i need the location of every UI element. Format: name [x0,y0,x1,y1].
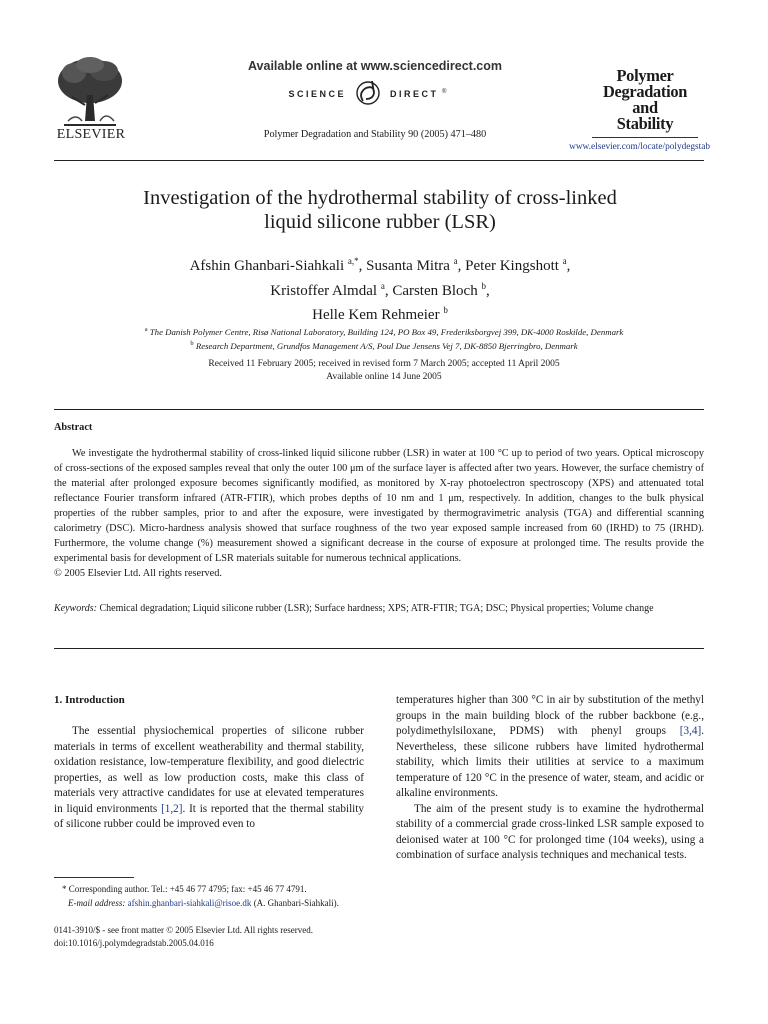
footnote [54,882,364,910]
affiliation-item: $^b$ Research Department, Grundfos Management A/S, Poul Due Jensens Vej 7, DK-8850 Bjerringbro, Denmark [190,339,578,351]
author-name: Kristoffer Almdal [270,282,378,299]
journal-name-line: Degradation [602,82,688,101]
article-history [54,358,714,384]
author-affil-mark[interactable]: b [481,280,486,291]
journal-name-line: Stability [616,114,674,133]
abstract-heading: Abstract [54,422,93,433]
sd-registered-mark: ® [442,89,447,95]
email-link[interactable]: afshin.ghanbari-siahkali@risoe.dk [127,898,252,908]
corresponding-author-note: * Corresponding author. Tel.: +45 46 77 4795; fax: +45 46 77 4791. [62,884,307,894]
author-affil-mark[interactable]: a [562,256,567,266]
available-online-date: Available online 14 June 2005 [326,372,442,382]
author-name: Carsten Bloch [392,282,478,299]
keywords-list: Chemical degradation; Liquid silicone rubber (LSR); Surface hardness; XPS; ATR-FTIR; TGA; DSC; Physical properties; Volume change [99,603,654,614]
affiliation-item: $^a$ The Danish Polymer Centre, Risø National Laboratory, Building 124, PO Box 49, Frederiksborgvej 399, DK-4000 Roskilde, Denmark [144,326,624,337]
header-divider [54,160,704,161]
available-online-text: Available online at www.sciencedirect.com [247,59,503,73]
affiliations [54,324,714,352]
footnote-divider [54,877,134,878]
abstract-text: We investigate the hydrothermal stability of cross-linked liquid silicone rubber (LSR) in water at 100 °C up to period of two years. Optical microscopy of cross-sections of the exposed samples reveal that only the outer 100 μm of the surface layer is affected after two years. However, the surface chemistry of the material after prolonged exposure becomes significantly modified, as monitored by X-ray photoelectron spectroscopy (XPS) and attenuated total reflectance Fourier transform infrared (ATR-FTIR), which probes depths of 10 nm and 1 μm, respectively. In addition, changes to the bulk physical properties of the rubber samples, prior to and after the exposure, were investigated by thermogravimetric analysis (TGA) and differential scanning calorimetry (DSC). Micro-hardness analysis showed that surface roughness of the two year exposed sample increased from 60 (IRHD) to 75 (IRHD). Furthermore, the volume change (%) measurement showed a significant decrease in the course of exposure at prolonged time. The results provide the experimental basis for development of LSR materials suitable for numerous technical applications. [54,448,704,564]
keywords [54,601,704,616]
abstract-body [54,446,704,581]
abstract-top-divider [54,409,704,410]
journal-name-line: Polymer [616,66,674,85]
title-line: Investigation of the hydrothermal stability of cross-linked [143,187,617,209]
intro-paragraph: temperatures higher than 300 °C in air by substitution of the methyl groups in the main building block of the rubber backbone (e.g., polydimethylsiloxane, PDMS) with phenyl groups [3,4]. Nevertheless, these silicone rubbers have limited hydrothermal stability, which limits their utilities at service to a maximum temperature of 120 °C in the presence of water, steam, and acidic or alkaline environments. [396,694,704,799]
keywords-label: Keywords: [54,603,97,614]
received-dates: Received 11 February 2005; received in revised form 7 March 2005; accepted 11 April 2005 [208,359,560,369]
journal-name-block [592,68,698,132]
journal-name-line: and [632,98,658,117]
author-name: Afshin Ghanbari-Siahkali [189,258,345,274]
journal-reference: Polymer Degradation and Stability 90 (2005) 471–480 [263,129,487,140]
author-affil-mark[interactable]: b [443,305,448,315]
author-line: Kristoffer Almdal $^a$, Carsten Bloch $^b$, [270,280,490,299]
author-line: Afshin Ghanbari-Siahkali $^{a,*}$, Susanta Mitra $^a$, Peter Kingshott $^a$, [189,256,571,274]
author-affil-mark[interactable]: a [453,256,458,266]
title-line: liquid silicone rubber (LSR) [264,211,496,233]
author-list [60,252,700,326]
author-affil-mark[interactable]: a,* [347,256,359,266]
section-heading-introduction: 1. Introduction [54,694,125,706]
email-note: E-mail address: afshin.ghanbari-siahkali@risoe.dk (A. Ghanbari-Siahkali). [68,898,339,908]
author-line [60,301,700,326]
publisher-name: ELSEVIER [56,127,126,142]
issn-line: 0141-3910/$ - see front matter © 2005 Elsevier Ltd. All rights reserved. [54,925,314,935]
abstract-copyright: © 2005 Elsevier Ltd. All rights reserved. [54,568,222,579]
right-column [396,693,704,864]
doi-line: doi:10.1016/j.polymdegradstab.2005.04.016 [54,938,214,948]
author-name: Helle Kem Rehmeier [312,307,440,323]
author-affil-mark[interactable]: a [380,280,385,291]
sd-left-word: SCIENCE [288,89,346,99]
abstract-bottom-divider [54,648,704,649]
author-name: Susanta Mitra [366,258,450,274]
intro-paragraph: The essential physiochemical properties of silicone rubber materials in terms of excellent weatherability and thermal stability, oxidation resistance, low-temperature flexibility, and good dielectric properties, as well as low production costs, make this class of materials very attractive candidates for use at elevated temperatures in liquid environments [1,2]. It is reported that the thermal stability of silicone rubber could be improved even to [54,725,364,830]
front-matter [54,924,384,950]
journal-name-divider [592,137,698,138]
left-column [54,724,364,833]
sciencedirect-d-icon [357,82,379,104]
paper-title [60,186,700,234]
intro-paragraph: The aim of the present study is to examine the hydrothermal stability of a commercial grade cross-linked LSR sample exposed to deionised water at 100 °C for prolonged time (104 weeks), using a combination of surface analysis techniques and mechanical tests. [396,802,704,861]
sciencedirect-logo [250,77,500,107]
sd-right-word: DIRECT [390,89,439,99]
citation-link[interactable]: [1,2] [161,802,183,815]
author-name: Peter Kingshott [465,258,559,274]
citation-link[interactable]: [3,4] [679,725,702,737]
journal-url-link[interactable]: www.elsevier.com/locate/polydegstab [569,142,710,152]
